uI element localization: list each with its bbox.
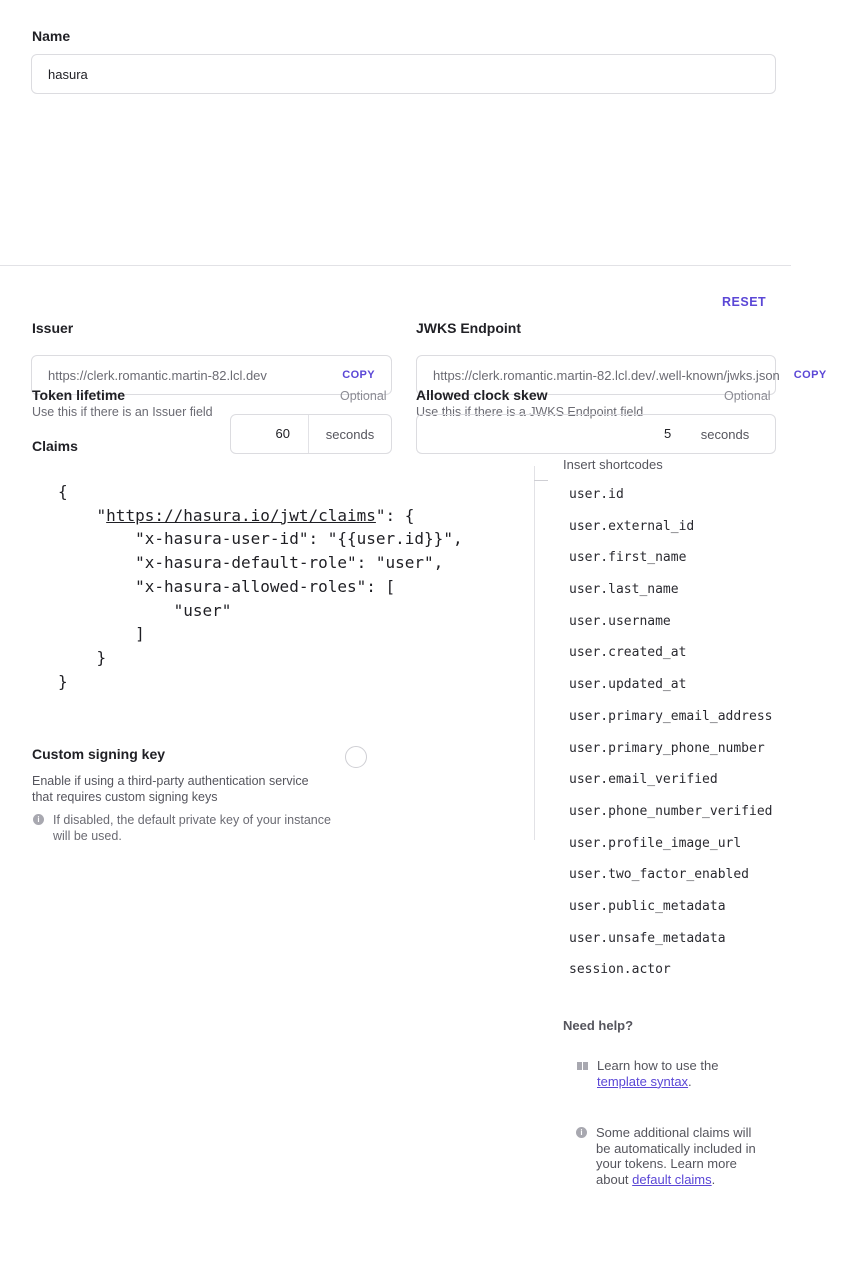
token-lifetime-value[interactable]: 60 xyxy=(231,415,309,453)
custom-signing-key-toggle[interactable] xyxy=(345,746,367,768)
shortcodes-title: Insert shortcodes xyxy=(563,457,663,472)
shortcodes-tick xyxy=(534,480,548,481)
token-lifetime-label: Token lifetime xyxy=(32,387,126,403)
clock-skew-input[interactable] xyxy=(664,414,776,454)
shortcode-item[interactable]: user.username xyxy=(569,613,671,629)
help-default-claims-text: Some additional claims will be automatically included in your tokens. Learn more about default claims. xyxy=(596,1125,756,1187)
shortcode-item[interactable]: user.phone_number_verified xyxy=(569,803,773,819)
claims-url: https://hasura.io/jwt/claims xyxy=(106,505,376,525)
default-claims-link[interactable]: default claims xyxy=(632,1171,712,1187)
shortcodes-list xyxy=(569,486,773,993)
shortcodes-divider xyxy=(534,466,535,840)
custom-signing-key-note xyxy=(32,812,332,844)
token-lifetime-input[interactable] xyxy=(230,414,392,454)
jwks-label: JWKS Endpoint xyxy=(416,320,521,336)
shortcode-item[interactable]: user.id xyxy=(569,487,624,502)
shortcode-item[interactable]: user.external_id xyxy=(569,518,695,534)
clock-skew-value[interactable]: 5 xyxy=(664,426,672,441)
help-default-claims xyxy=(575,1125,765,1187)
shortcode-item[interactable]: user.last_name xyxy=(569,582,679,598)
code-line: ] xyxy=(58,624,145,644)
issuer-value[interactable]: https://clerk.romantic.martin-82.lcl.dev xyxy=(48,367,267,383)
clock-skew-input-border xyxy=(416,414,666,454)
shortcode-item[interactable]: user.first_name xyxy=(569,550,687,566)
code-line: "x-hasura-user-id": "{{user.id}}", xyxy=(58,529,463,549)
code-line: "user" xyxy=(58,600,232,620)
help-syntax xyxy=(575,1058,755,1089)
clock-skew-unit: seconds xyxy=(700,426,750,442)
clock-skew-label: Allowed clock skew xyxy=(416,387,548,403)
reset-button[interactable]: RESET xyxy=(722,295,767,309)
help-title: Need help? xyxy=(563,1018,634,1033)
shortcode-item[interactable]: user.email_verified xyxy=(569,772,718,788)
jwks-value[interactable]: https://clerk.romantic.martin-82.lcl.dev/.well-known/jwks.json xyxy=(433,367,780,383)
shortcode-item[interactable]: user.updated_at xyxy=(569,677,687,693)
code-line: "x-hasura-default-role": "user", xyxy=(58,553,444,573)
help-syntax-text: Learn how to use the template syntax. xyxy=(597,1058,719,1089)
issuer-label: Issuer xyxy=(32,320,74,336)
code-line: "https://hasura.io/jwt/claims": { xyxy=(58,505,415,525)
clock-skew-optional: Optional xyxy=(724,389,771,403)
name-label: Name xyxy=(32,28,71,44)
jwks-copy-button[interactable]: COPY xyxy=(793,369,827,381)
shortcode-item[interactable]: user.created_at xyxy=(569,645,687,661)
custom-signing-key-note-text: If disabled, the default private key of your instance will be used. xyxy=(53,813,331,843)
code-line: } xyxy=(58,647,107,667)
shortcode-item[interactable]: session.actor xyxy=(569,962,671,978)
name-input[interactable] xyxy=(31,54,776,94)
shortcode-item[interactable]: user.profile_image_url xyxy=(569,835,742,851)
code-line: "x-hasura-allowed-roles": [ xyxy=(58,576,396,596)
custom-signing-key-title: Custom signing key xyxy=(32,746,166,762)
token-lifetime-optional: Optional xyxy=(340,389,387,403)
info-icon: i xyxy=(33,814,44,825)
section-divider xyxy=(0,265,791,266)
template-syntax-link[interactable]: template syntax xyxy=(597,1073,689,1089)
issuer-copy-button[interactable]: COPY xyxy=(342,369,375,381)
claims-label: Claims xyxy=(32,438,84,454)
book-icon xyxy=(577,1062,588,1070)
custom-signing-key-description: Enable if using a third-party authentication service that requires custom signing keys xyxy=(32,774,309,804)
clock-skew-helper: Use this if there is a JWKS Endpoint field xyxy=(416,405,644,419)
token-lifetime-helper: Use this if there is an Issuer field xyxy=(32,405,213,419)
token-lifetime-unit: seconds xyxy=(325,426,375,442)
shortcode-item[interactable]: user.public_metadata xyxy=(569,898,726,914)
claims-editor[interactable] xyxy=(58,480,463,693)
code-line: } xyxy=(58,671,68,691)
code-line: { xyxy=(58,482,68,501)
shortcode-item[interactable]: user.two_factor_enabled xyxy=(569,867,750,883)
shortcode-item[interactable]: user.primary_phone_number xyxy=(569,740,765,756)
shortcode-item[interactable]: user.primary_email_address xyxy=(569,708,773,724)
info-icon: i xyxy=(576,1127,587,1138)
shortcode-item[interactable]: user.unsafe_metadata xyxy=(569,930,726,946)
